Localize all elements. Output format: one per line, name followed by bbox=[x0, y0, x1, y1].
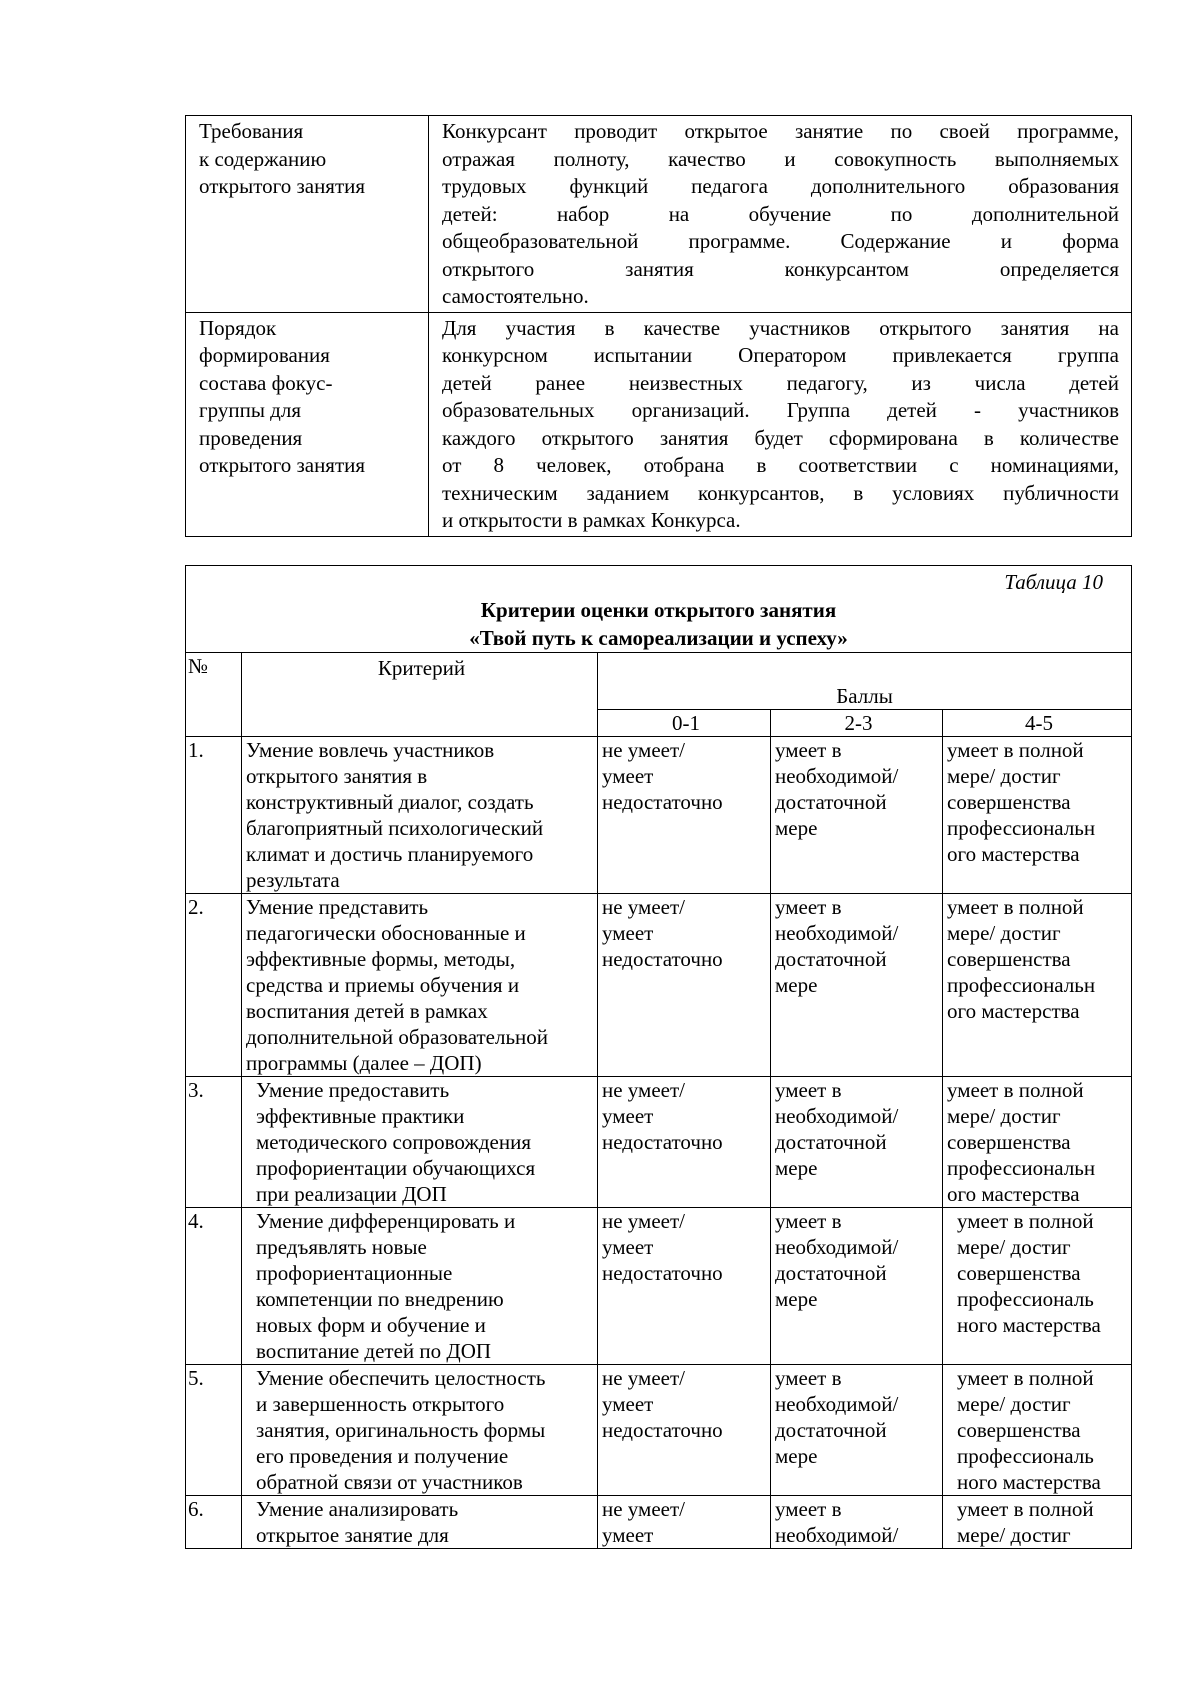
requirements-label bbox=[186, 116, 429, 313]
criterion-line: Умение обеспечить целостность bbox=[256, 1366, 546, 1390]
score-line: не умеет/ bbox=[602, 1497, 685, 1521]
criterion-line: компетенции по внедрению bbox=[256, 1287, 504, 1311]
score-line: достаточной bbox=[775, 1261, 887, 1285]
header-criterion: Критерий bbox=[242, 653, 598, 737]
table-title-line2: «Твой путь к самореализации и успеху» bbox=[469, 626, 848, 650]
score-line: совершенства bbox=[947, 947, 1071, 971]
criterion-cell bbox=[242, 1077, 598, 1208]
criterion-line: предъявлять новые bbox=[256, 1235, 427, 1259]
row-number: 3. bbox=[186, 1077, 242, 1208]
criterion-line: обратной связи от участников bbox=[256, 1470, 523, 1494]
criterion-line: благоприятный психологический bbox=[246, 816, 544, 840]
score-line: умеет в bbox=[775, 1366, 842, 1390]
criterion-line: педагогически обоснованные и bbox=[246, 921, 526, 945]
score-2-3-cell bbox=[771, 1208, 943, 1365]
requirements-row-focus-group bbox=[186, 312, 1132, 536]
score-line: недостаточно bbox=[602, 1418, 723, 1442]
score-line: профессиональ bbox=[957, 1444, 1094, 1468]
criterion-line: Умение дифференцировать и bbox=[256, 1209, 516, 1233]
focus-group-text bbox=[429, 312, 1132, 536]
score-line: профессиональ bbox=[957, 1287, 1094, 1311]
score-line: мере bbox=[775, 1287, 818, 1311]
score-line: совершенства bbox=[947, 790, 1071, 814]
requirements-text bbox=[429, 116, 1132, 313]
header-range-0-1: 0-1 bbox=[598, 710, 771, 737]
table-row bbox=[186, 1365, 1132, 1496]
score-line: мере/ достиг bbox=[947, 764, 1061, 788]
text-line: детей: набор на обучение по дополнительной bbox=[442, 201, 1119, 226]
score-line: достаточной bbox=[775, 947, 887, 971]
text-line: открытого занятия конкурсантом определяется bbox=[442, 256, 1119, 281]
text-line: отражая полноту, качество и совокупность выполняемых bbox=[442, 146, 1119, 171]
score-0-1-cell bbox=[598, 1496, 771, 1549]
label-line: формирования bbox=[199, 343, 330, 367]
score-line: умеет в полной bbox=[947, 895, 1084, 919]
text-line: детей ранее неизвестных педагогу, из числа детей bbox=[442, 370, 1119, 395]
score-line: умеет bbox=[602, 1235, 654, 1259]
criterion-line: программы (далее – ДОП) bbox=[246, 1051, 482, 1075]
score-line: мере bbox=[775, 1156, 818, 1180]
text-line: и открытости в рамках Конкурса. bbox=[442, 508, 741, 532]
score-line: умеет в полной bbox=[957, 1366, 1094, 1390]
table-row bbox=[186, 737, 1132, 894]
table-row bbox=[186, 1208, 1132, 1365]
row-number: 1. bbox=[186, 737, 242, 894]
score-line: совершенства bbox=[957, 1418, 1081, 1442]
criterion-line: и завершенность открытого bbox=[256, 1392, 505, 1416]
table-row bbox=[186, 894, 1132, 1077]
table-row bbox=[186, 1077, 1132, 1208]
label-line: открытого занятия bbox=[199, 453, 366, 477]
table-title-line1: Критерии оценки открытого занятия bbox=[480, 598, 837, 622]
label-line: к содержанию bbox=[199, 146, 327, 171]
score-line: профессиональн bbox=[947, 973, 1096, 997]
score-line: умеет в bbox=[775, 895, 842, 919]
criterion-line: конструктивный диалог, создать bbox=[246, 790, 534, 814]
criterion-line: воспитания детей в рамках bbox=[246, 999, 488, 1023]
criterion-line: открытое занятие для bbox=[256, 1523, 449, 1547]
score-line: недостаточно bbox=[602, 1130, 723, 1154]
score-line: умеет в bbox=[775, 1078, 842, 1102]
score-2-3-cell bbox=[771, 1496, 943, 1549]
criterion-line: Умение анализировать bbox=[256, 1497, 459, 1521]
focus-group-label bbox=[186, 312, 429, 536]
score-4-5-cell bbox=[943, 737, 1132, 894]
label-line: проведения bbox=[199, 425, 303, 450]
score-line: недостаточно bbox=[602, 790, 723, 814]
score-line: достаточной bbox=[775, 1130, 887, 1154]
score-line: мере/ достиг bbox=[947, 921, 1061, 945]
score-line: необходимой/ bbox=[775, 1104, 899, 1128]
criterion-line: новых форм и обучение и bbox=[256, 1313, 486, 1337]
criterion-cell bbox=[242, 737, 598, 894]
criterion-line: результата bbox=[246, 868, 340, 892]
criterion-line: воспитание детей по ДОП bbox=[256, 1339, 492, 1363]
text-line: Для участия в качестве участников открытого занятия на bbox=[442, 315, 1119, 340]
header-points: Баллы bbox=[598, 653, 1132, 710]
score-line: умеет bbox=[602, 1392, 654, 1416]
score-2-3-cell bbox=[771, 1077, 943, 1208]
criterion-line: профориентации обучающихся bbox=[256, 1156, 536, 1180]
score-line: необходимой/ bbox=[775, 1235, 899, 1259]
score-line: достаточной bbox=[775, 790, 887, 814]
score-4-5-cell bbox=[943, 1208, 1132, 1365]
score-line: умеет в bbox=[775, 1209, 842, 1233]
score-line: ого мастерства bbox=[947, 1182, 1080, 1206]
score-line: недостаточно bbox=[602, 1261, 723, 1285]
criterion-line: при реализации ДОП bbox=[256, 1182, 447, 1206]
score-line: умеет в полной bbox=[957, 1497, 1094, 1521]
score-0-1-cell bbox=[598, 737, 771, 894]
score-line: не умеет/ bbox=[602, 1366, 685, 1390]
score-0-1-cell bbox=[598, 1208, 771, 1365]
score-line: совершенства bbox=[947, 1130, 1071, 1154]
score-line: мере/ достиг bbox=[947, 1104, 1061, 1128]
criterion-line: дополнительной образовательной bbox=[246, 1025, 549, 1049]
score-2-3-cell bbox=[771, 737, 943, 894]
score-line: ного мастерства bbox=[957, 1470, 1101, 1494]
score-0-1-cell bbox=[598, 1365, 771, 1496]
table-row bbox=[186, 1496, 1132, 1549]
criterion-line: профориентационные bbox=[256, 1261, 453, 1285]
criterion-line: открытого занятия в bbox=[246, 764, 428, 788]
score-line: профессиональн bbox=[947, 1156, 1096, 1180]
score-line: умеет bbox=[602, 764, 654, 788]
row-number: 2. bbox=[186, 894, 242, 1077]
score-4-5-cell bbox=[943, 1496, 1132, 1549]
criterion-cell bbox=[242, 1496, 598, 1549]
criteria-title-cell bbox=[186, 566, 1132, 653]
criterion-line: методического сопровождения bbox=[256, 1130, 531, 1154]
score-line: недостаточно bbox=[602, 947, 723, 971]
score-line: достаточной bbox=[775, 1418, 887, 1442]
score-line: мере/ достиг bbox=[957, 1392, 1071, 1416]
score-line: ого мастерства bbox=[947, 999, 1080, 1023]
text-line: техническим заданием конкурсантов, в условиях публичности bbox=[442, 480, 1119, 505]
criterion-line: его проведения и получение bbox=[256, 1444, 509, 1468]
score-line: умеет в bbox=[775, 1497, 842, 1521]
row-number: 4. bbox=[186, 1208, 242, 1365]
score-line: умеет в полной bbox=[947, 1078, 1084, 1102]
label-line: состава фокус- bbox=[199, 370, 333, 395]
header-row bbox=[186, 653, 1132, 710]
row-number: 5. bbox=[186, 1365, 242, 1496]
criterion-cell bbox=[242, 1208, 598, 1365]
text-line: трудовых функций педагога дополнительного образования bbox=[442, 174, 1119, 198]
score-line: умеет bbox=[602, 921, 654, 945]
row-number: 6. bbox=[186, 1496, 242, 1549]
score-line: не умеет/ bbox=[602, 738, 685, 762]
score-line: не умеет/ bbox=[602, 1078, 685, 1102]
score-line: необходимой/ bbox=[775, 921, 899, 945]
header-range-4-5: 4-5 bbox=[943, 710, 1132, 737]
text-line: самостоятельно. bbox=[442, 284, 589, 308]
score-line: профессиональн bbox=[947, 816, 1096, 840]
score-2-3-cell bbox=[771, 894, 943, 1077]
score-0-1-cell bbox=[598, 1077, 771, 1208]
criterion-line: Умение представить bbox=[246, 895, 429, 919]
criterion-line: эффективные формы, методы, bbox=[246, 947, 516, 971]
criteria-title-row bbox=[186, 566, 1132, 653]
score-line: необходимой/ bbox=[775, 1392, 899, 1416]
score-line: умеет bbox=[602, 1104, 654, 1128]
score-4-5-cell bbox=[943, 1365, 1132, 1496]
label-line: Порядок bbox=[199, 315, 277, 340]
text-line: конкурсном испытании Оператором привлекается группа bbox=[442, 343, 1119, 367]
score-line: умеет в полной bbox=[957, 1209, 1094, 1233]
table-caption: Таблица 10 bbox=[1004, 570, 1104, 594]
requirements-table bbox=[185, 115, 1132, 537]
score-2-3-cell bbox=[771, 1365, 943, 1496]
score-0-1-cell bbox=[598, 894, 771, 1077]
text-line: образовательных организаций. Группа детей - участников bbox=[442, 398, 1119, 422]
score-line: мере bbox=[775, 1444, 818, 1468]
score-line: мере bbox=[775, 816, 818, 840]
criterion-line: средства и приемы обучения и bbox=[246, 973, 520, 997]
header-num: № bbox=[186, 653, 242, 737]
label-line: открытого занятия bbox=[199, 174, 366, 198]
criterion-cell bbox=[242, 1365, 598, 1496]
text-line: Конкурсант проводит открытое занятие по своей программе, bbox=[442, 119, 1119, 143]
requirements-row-content bbox=[186, 116, 1132, 313]
label-line: группы для bbox=[199, 398, 301, 422]
text-line: каждого открытого занятия будет сформирована в количестве bbox=[442, 425, 1119, 450]
score-line: умеет в bbox=[775, 738, 842, 762]
score-line: необходимой/ bbox=[775, 764, 899, 788]
criterion-line: Умение вовлечь участников bbox=[246, 738, 495, 762]
criterion-line: климат и достичь планируемого bbox=[246, 842, 534, 866]
text-line: общеобразовательной программе. Содержание и форма bbox=[442, 229, 1119, 253]
text-line: от 8 человек, отобрана в соответствии с номинациями, bbox=[442, 453, 1119, 477]
criteria-table bbox=[185, 565, 1132, 1549]
score-line: умеет в полной bbox=[947, 738, 1084, 762]
score-line: необходимой/ bbox=[775, 1523, 899, 1547]
score-line: совершенства bbox=[957, 1261, 1081, 1285]
score-line: ого мастерства bbox=[947, 842, 1080, 866]
label-line: Требования bbox=[199, 119, 304, 143]
criterion-line: занятия, оригинальность формы bbox=[256, 1418, 546, 1442]
score-4-5-cell bbox=[943, 894, 1132, 1077]
criterion-cell bbox=[242, 894, 598, 1077]
score-line: мере/ достиг bbox=[957, 1235, 1071, 1259]
score-line: не умеет/ bbox=[602, 895, 685, 919]
score-line: мере/ достиг bbox=[957, 1523, 1071, 1547]
criterion-line: эффективные практики bbox=[256, 1104, 465, 1128]
score-line: ного мастерства bbox=[957, 1313, 1101, 1337]
score-line: мере bbox=[775, 973, 818, 997]
score-line: умеет bbox=[602, 1523, 654, 1547]
header-range-2-3: 2-3 bbox=[771, 710, 943, 737]
score-line: не умеет/ bbox=[602, 1209, 685, 1233]
criterion-line: Умение предоставить bbox=[256, 1078, 450, 1102]
score-4-5-cell bbox=[943, 1077, 1132, 1208]
